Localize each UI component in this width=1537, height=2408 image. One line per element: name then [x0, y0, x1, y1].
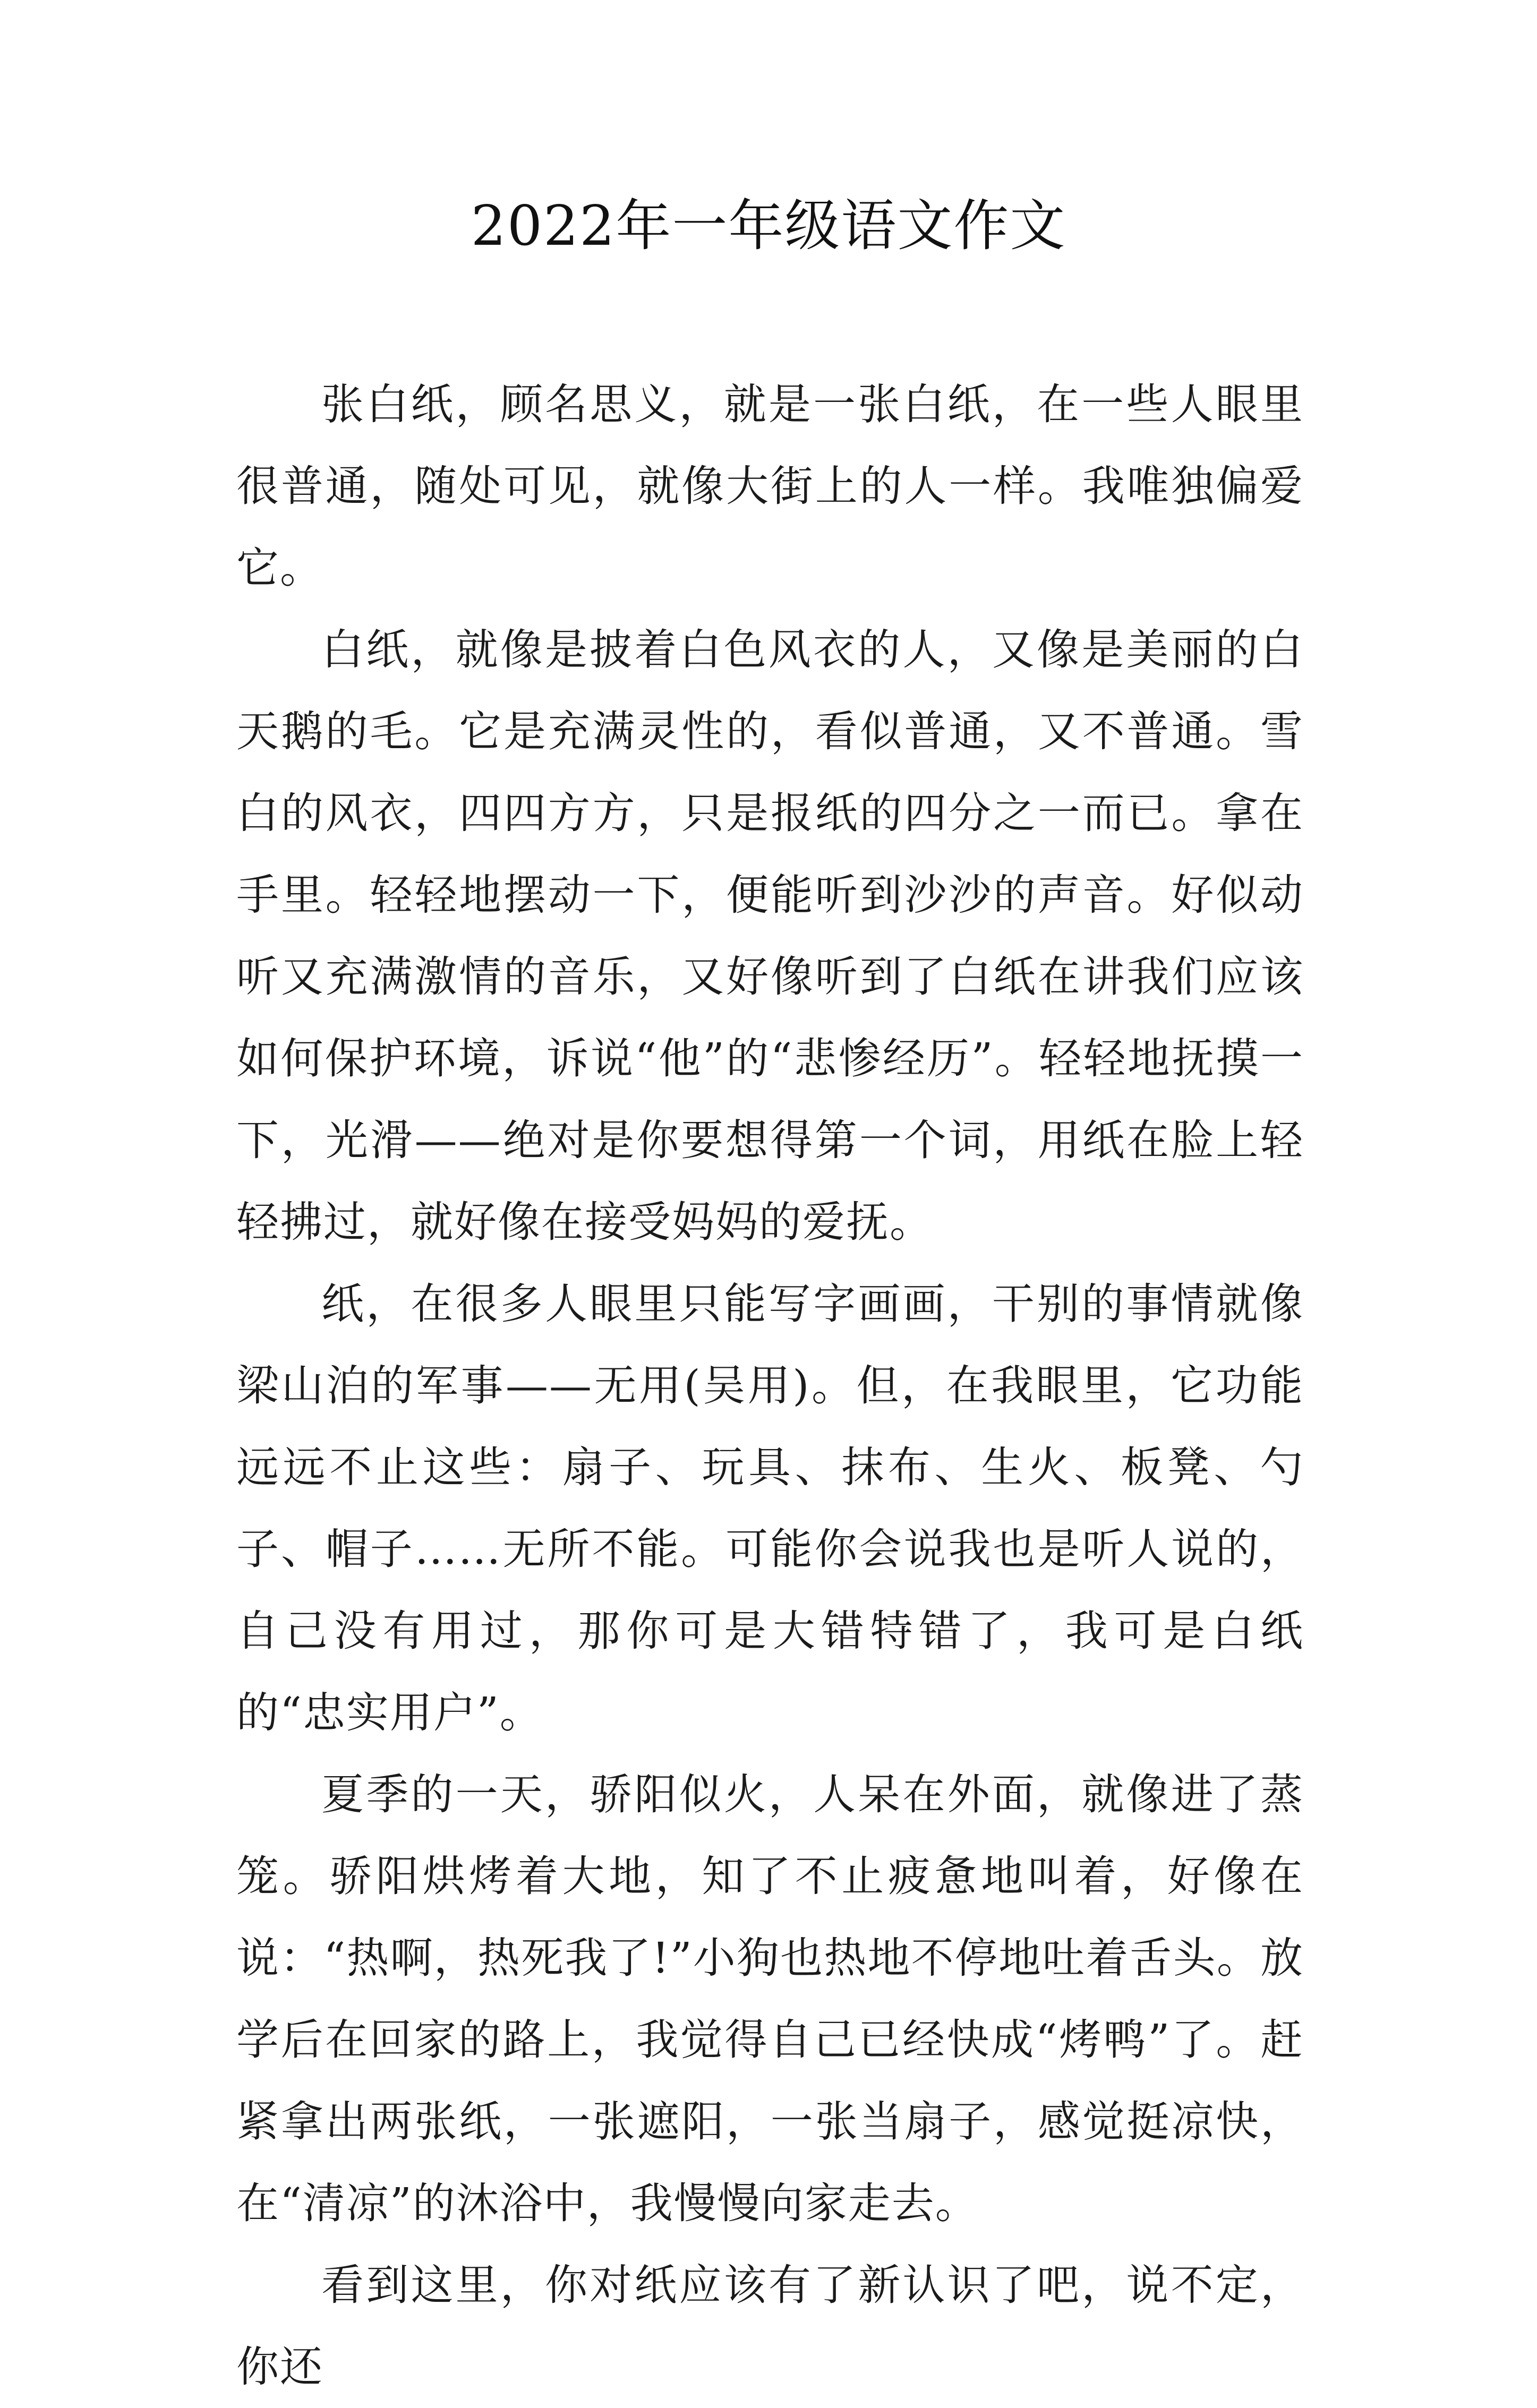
- paragraph-2: 白纸，就像是披着白色风衣的人，又像是美丽的白天鹅的毛。它是充满灵性的，看似普通，又不普通。雪白的风衣，四四方方，只是报纸的四分之一而已。拿在手里。轻轻地摆动一下，便能听到沙沙的声音。好似动听又充满激情的音乐，又好像听到了白纸在讲我们应该如何保护环境，诉说“他”的“悲惨经历”。轻轻地抚摸一下，光滑——绝对是你要想得第一个词，用纸在脸上轻轻拂过，就好像在接受妈妈的爱抚。: [236, 625, 1304, 1247]
- paragraph-3: 纸，在很多人眼里只能写字画画，干别的事情就像梁山泊的军事——无用(吴用)。但，在我眼里，它功能远远不止这些：扇子、玩具、抹布、生火、板凳、勺子、帽子……无所不能。可能你会说我也是听人说的，自己没有用过，那你可是大错特错了，我可是白纸的“忠实用户”。: [236, 1279, 1304, 1737]
- document-title: 2022年一年级语文作文: [471, 193, 1066, 258]
- paragraph-4: 夏季的一天，骄阳似火，人呆在外面，就像进了蒸笼。骄阳烘烤着大地，知了不止疲惫地叫着，好像在说：“热啊，热死我了!”小狗也热地不停地吐着舌头。放学后在回家的路上，我觉得自己已经快成“烤鸭”了。赶紧拿出两张纸，一张遮阳，一张当扇子，感觉挺凉快，在“清凉”的沐浴中，我慢慢向家走去。: [236, 1770, 1304, 2228]
- paragraph-1: 张白纸，顾名思义，就是一张白纸，在一些人眼里很普通，随处可见，就像大街上的人一样。我唯独偏爱它。: [236, 380, 1304, 593]
- paragraph-5: 看到这里，你对纸应该有了新认识了吧，说不定，你还: [236, 2260, 1304, 2392]
- document-body: [236, 364, 1304, 2408]
